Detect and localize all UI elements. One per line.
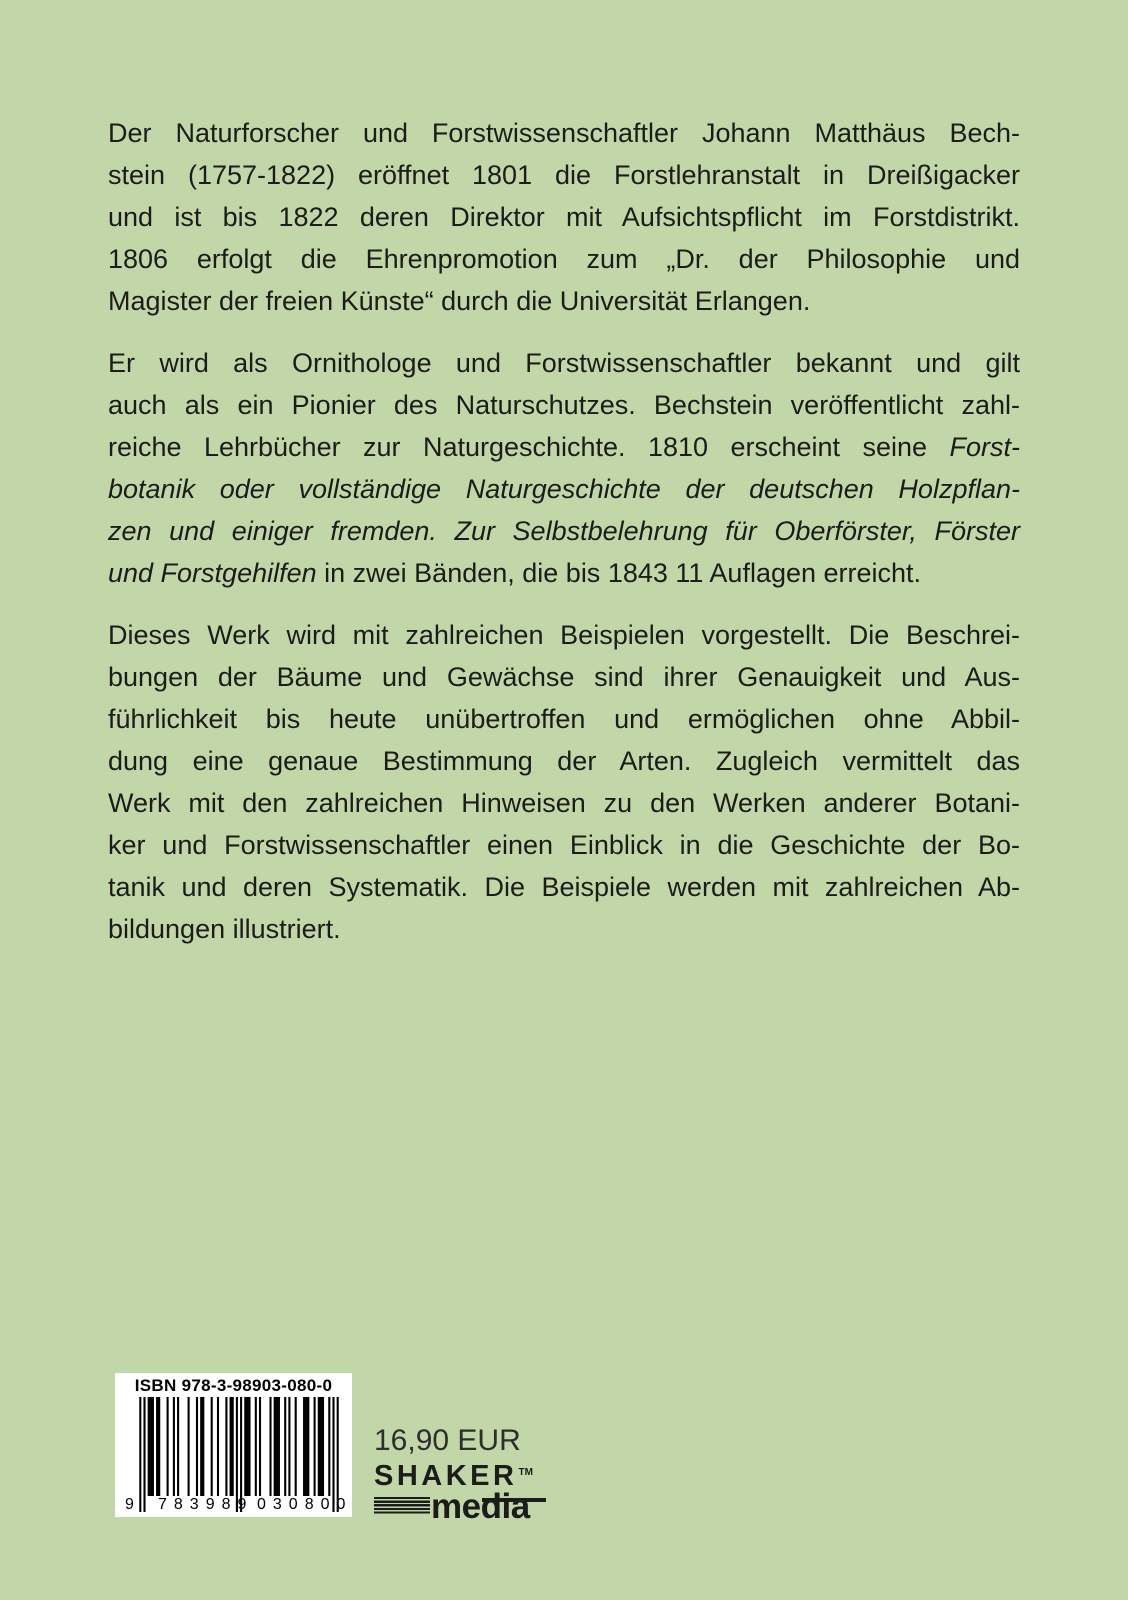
text-line: Er wird als Ornithologe und Forstwissenschaftler bekannt und gilt xyxy=(108,348,1020,378)
text-line: Werk mit den zahlreichen Hinweisen zu den Werken anderer Botani- xyxy=(108,788,1020,818)
text-line: zen und einiger fremden. Zur Selbstbelehrung für Oberförster, Förster xyxy=(108,516,1020,546)
text-line: dung eine genaue Bestimmung der Arten. Zugleich vermittelt das xyxy=(108,746,1020,776)
text-line: bildungen illustriert. xyxy=(108,914,341,944)
paragraph xyxy=(108,614,1020,950)
text-line: botanik oder vollständige Naturgeschichte der deutschen Holzpflan- xyxy=(108,474,1020,504)
isbn-label: ISBN 978-3-98903-080-0 xyxy=(134,1376,333,1395)
text-line: Magister der freien Künste“ durch die Universität Erlangen. xyxy=(108,286,811,316)
text-line: und Forstgehilfen in zwei Bänden, die bis 1843 11 Auflagen erreicht. xyxy=(108,558,922,588)
text-line: reiche Lehrbücher zur Naturgeschichte. 1810 erscheint seine Forst- xyxy=(108,432,1020,462)
logo-media-row xyxy=(374,1487,549,1526)
barcode xyxy=(125,1397,353,1515)
barcode-digit-first: 9 xyxy=(125,1496,134,1513)
text-line: Der Naturforscher und Forstwissenschaftler Johann Matthäus Bech- xyxy=(108,118,1020,148)
text-line: stein (1757-1822) eröffnet 1801 die Forstlehranstalt in Dreißigacker xyxy=(108,160,1020,190)
text-line: ker und Forstwissenschaftler einen Einblick in die Geschichte der Bo- xyxy=(108,830,1020,860)
text-line: tanik und deren Systematik. Die Beispiele werden mit zahlreichen Ab- xyxy=(108,872,1020,902)
logo-stripes-icon xyxy=(374,1497,430,1514)
text-line: Dieses Werk wird mit zahlreichen Beispielen vorgestellt. Die Beschrei- xyxy=(108,620,1020,650)
trademark-symbol: TM xyxy=(518,1467,533,1478)
barcode-digits xyxy=(125,1496,353,1515)
text-line: führlichkeit bis heute unübertroffen und ermöglichen ohne Abbil- xyxy=(108,704,1020,734)
logo-shaker-word: SHAKER xyxy=(374,1460,518,1492)
text-line: bungen der Bäume und Gewächse sind ihrer Genauigkeit und Aus- xyxy=(108,662,1020,692)
text-line: 1806 erfolgt die Ehrenpromotion zum „Dr. der Philosophie und xyxy=(108,244,1020,274)
shaker-media-logo xyxy=(374,1460,549,1526)
text-line: und ist bis 1822 deren Direktor mit Aufsichtspflicht im Forstdistrikt. xyxy=(108,202,1020,232)
barcode-box xyxy=(115,1373,352,1517)
barcode-digits-left: 783989 xyxy=(158,1496,254,1513)
barcode-digits-right: 030800 xyxy=(257,1496,353,1513)
paragraph xyxy=(108,112,1020,322)
price-label: 16,90 EUR xyxy=(374,1424,521,1457)
text-line: auch als ein Pionier des Naturschutzes. Bechstein veröffentlicht zahl- xyxy=(108,390,1020,420)
blurb xyxy=(108,112,1020,950)
logo-media-word: media xyxy=(431,1487,530,1526)
paragraph xyxy=(108,342,1020,594)
